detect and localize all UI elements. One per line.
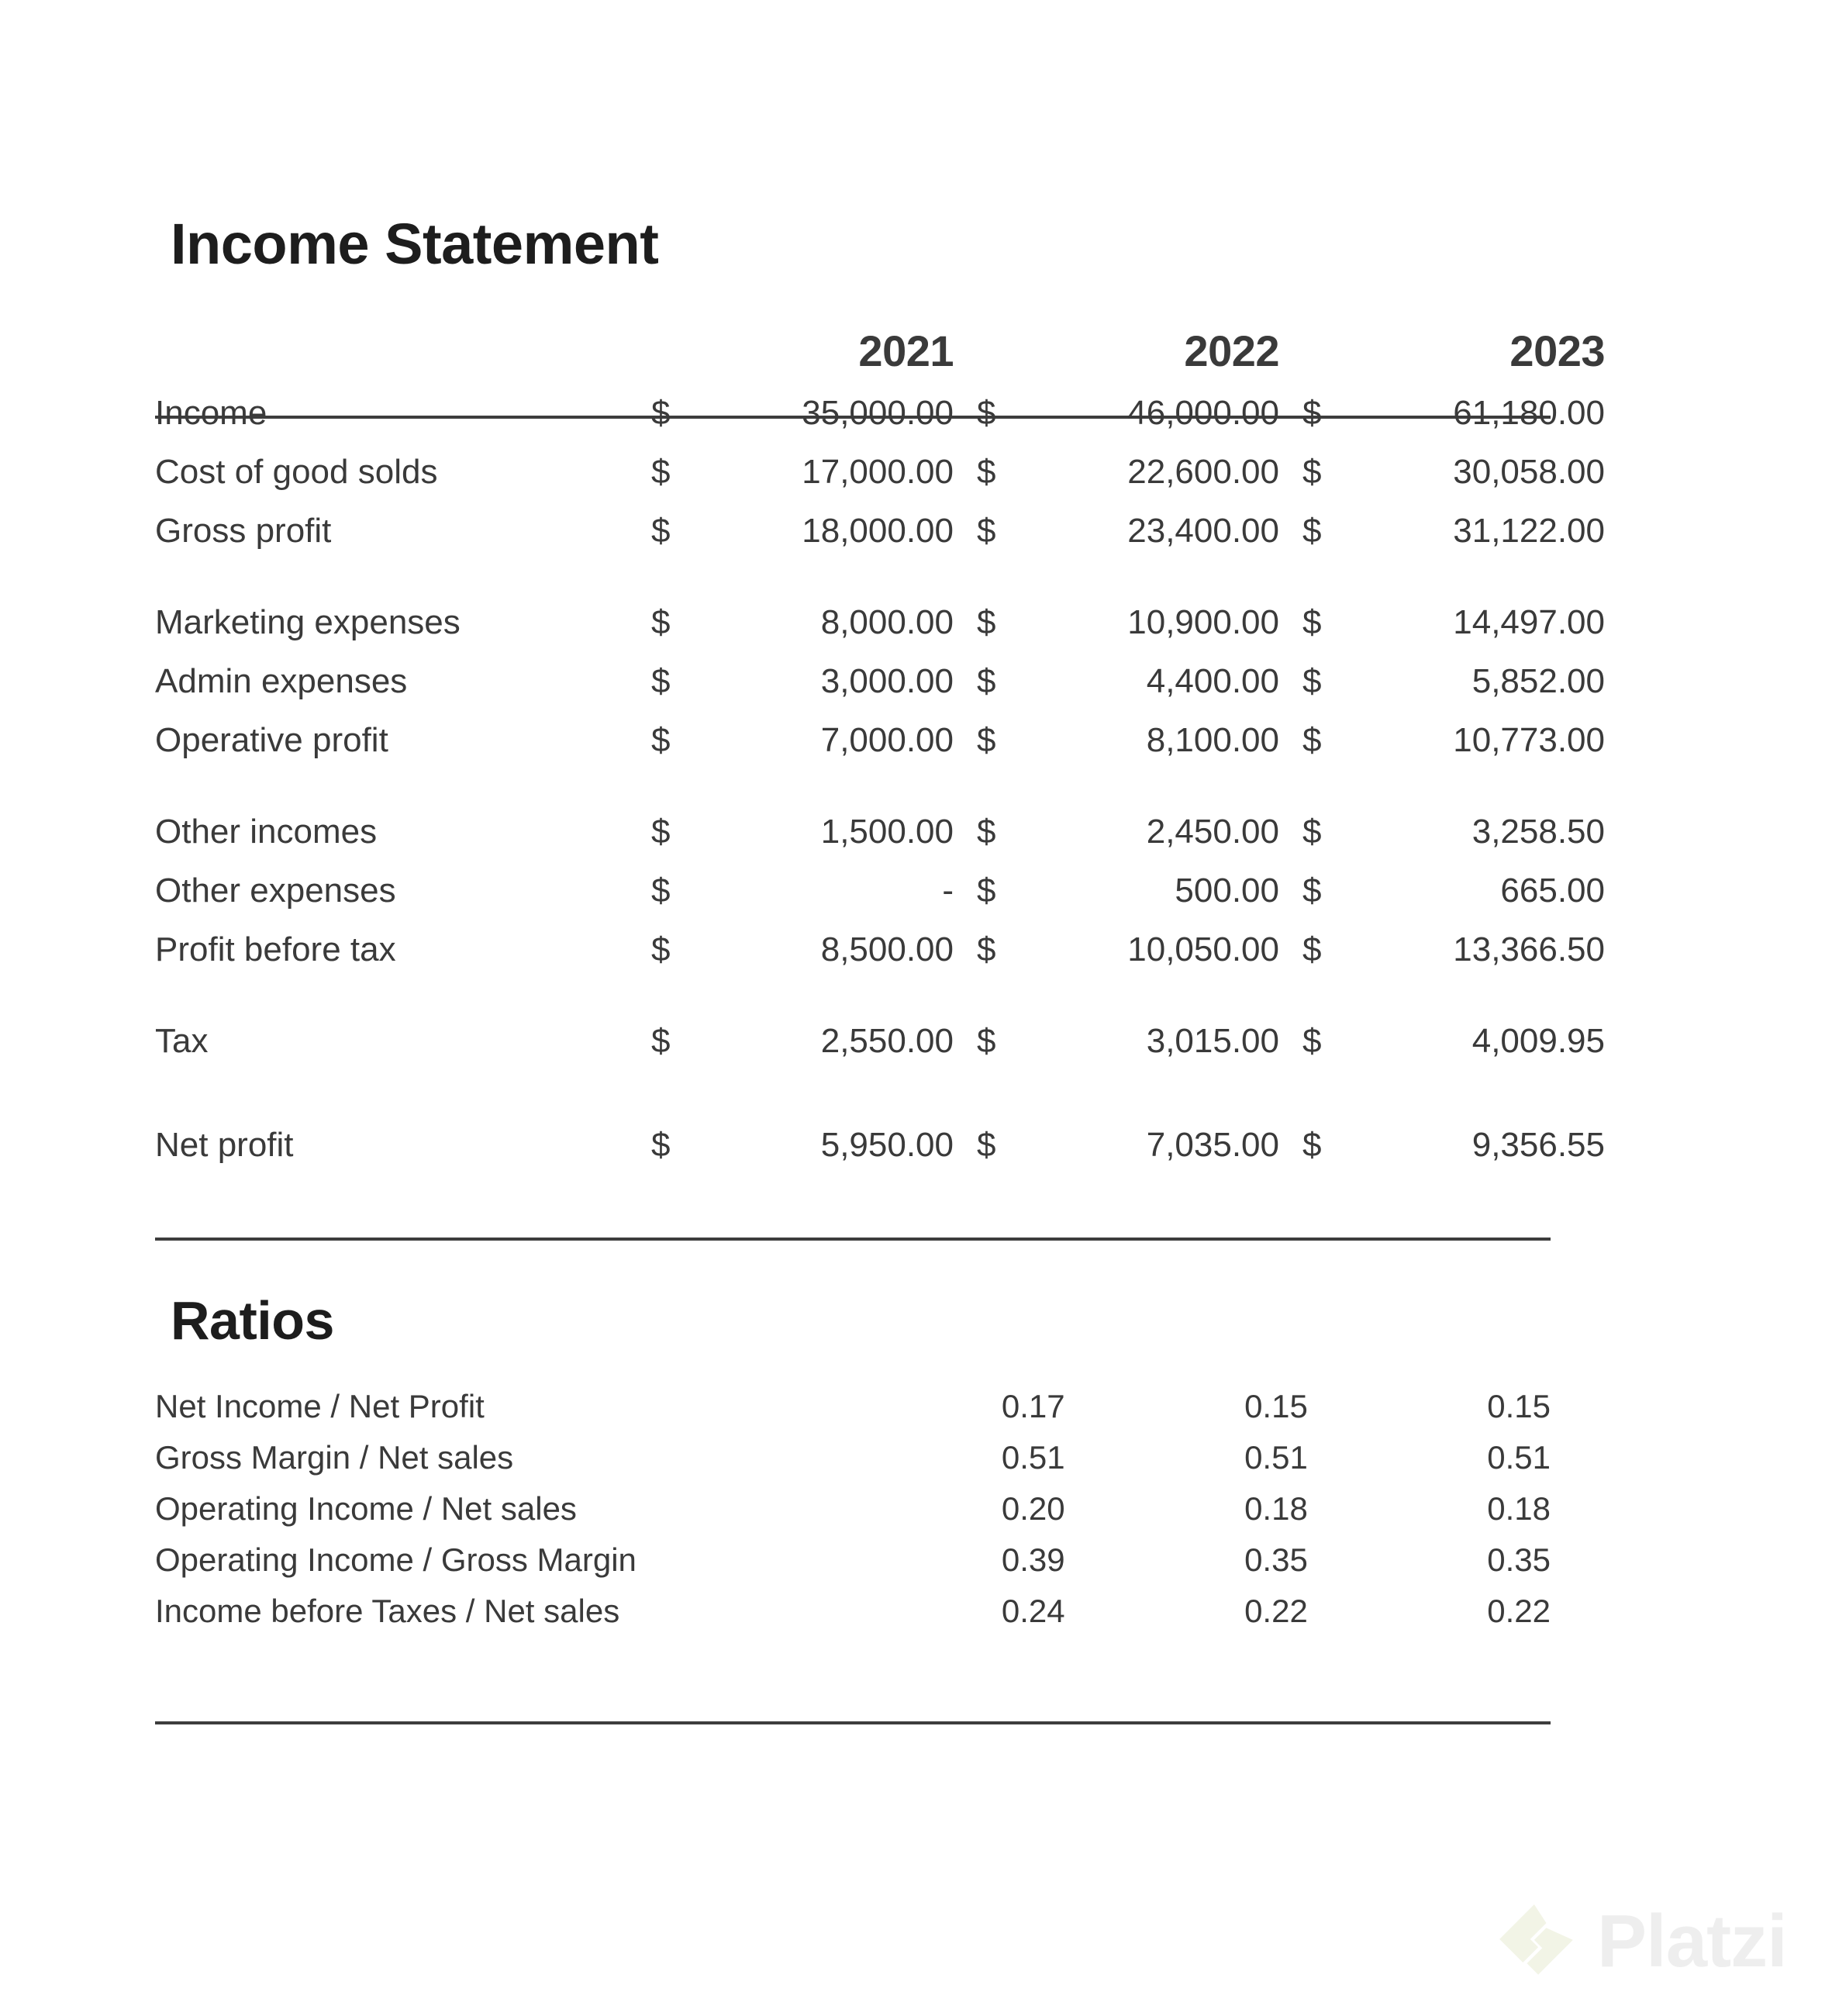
cell-gap: [954, 812, 977, 871]
list-item: [155, 1439, 1551, 1490]
cell-gap: [1279, 661, 1302, 720]
cell-gap: [954, 661, 977, 720]
row-value-2022: 4,400.00: [1146, 662, 1279, 700]
row-label: Net profit: [155, 1126, 294, 1164]
table-row: [155, 511, 1605, 570]
row-value-2021: 1,500.00: [820, 813, 954, 851]
ratio-value-2023: 0.15: [1487, 1388, 1551, 1424]
cell-gap: [1279, 812, 1302, 871]
currency-symbol-2022: $: [977, 603, 996, 641]
row-label: Admin expenses: [155, 662, 408, 700]
cell-gap: [954, 393, 977, 452]
row-value-2022: 2,450.00: [1146, 813, 1279, 851]
table-row: [155, 812, 1605, 871]
row-value-2021: -: [942, 872, 954, 910]
row-value-2022: 22,600.00: [1127, 453, 1279, 491]
row-value-2023: 30,058.00: [1453, 453, 1605, 491]
ratio-value-2022: 0.22: [1244, 1593, 1308, 1629]
currency-symbol-2022: $: [977, 512, 996, 550]
currency-symbol-2021: $: [651, 394, 671, 432]
currency-symbol-2023: $: [1302, 603, 1322, 641]
currency-symbol-2021: $: [651, 930, 671, 968]
table-row: [155, 930, 1605, 989]
year-header-row: [155, 326, 1605, 393]
row-value-2021: 17,000.00: [802, 453, 954, 491]
cell-gap: [1279, 393, 1302, 452]
row-value-2021: 35,000.00: [802, 394, 954, 432]
ratios-body: [155, 1388, 1551, 1644]
ratio-value-2021: 0.24: [1001, 1593, 1065, 1629]
row-value-2022: 500.00: [1175, 872, 1279, 910]
cell-gap: [1279, 720, 1302, 779]
cell-gap: [954, 511, 977, 570]
ratio-value-2022: 0.35: [1244, 1541, 1308, 1578]
table-row: [155, 602, 1605, 661]
cell-gap: [954, 452, 977, 511]
ratios-section-title: Ratios: [171, 1290, 334, 1351]
cell-gap: [1279, 602, 1302, 661]
table-row: [155, 720, 1605, 779]
currency-symbol-2022: $: [977, 662, 996, 700]
currency-symbol-2023: $: [1302, 512, 1322, 550]
column-header-2021: 2021: [858, 326, 954, 375]
cell-gap: [1279, 511, 1302, 570]
cell-gap: [954, 1125, 977, 1184]
cell-gap: [1279, 1021, 1302, 1080]
row-label: Gross profit: [155, 512, 332, 550]
footer-rule: [155, 1721, 1551, 1724]
currency-symbol-2023: $: [1302, 662, 1322, 700]
currency-symbol-2022: $: [977, 872, 996, 910]
currency-symbol-2023: $: [1302, 1126, 1322, 1164]
row-value-2023: 61,180.00: [1453, 394, 1605, 432]
row-value-2023: 4,009.95: [1471, 1022, 1605, 1060]
cell-gap: [954, 930, 977, 989]
row-value-2023: 31,122.00: [1453, 512, 1605, 550]
row-value-2023: 9,356.55: [1471, 1126, 1605, 1164]
row-label: Marketing expenses: [155, 603, 461, 641]
row-value-2023: 14,497.00: [1453, 603, 1605, 641]
row-label: Other incomes: [155, 813, 378, 851]
ratio-label: Operating Income / Net sales: [155, 1490, 577, 1527]
cell-gap: [954, 602, 977, 661]
section-divider-rule: [155, 1238, 1551, 1241]
income-statement-table: [155, 326, 1605, 1184]
table-row: [155, 393, 1605, 452]
ratio-value-2021: 0.20: [1001, 1490, 1065, 1527]
row-label: Cost of good solds: [155, 453, 438, 491]
currency-symbol-2022: $: [977, 721, 996, 759]
row-value-2023: 10,773.00: [1453, 721, 1605, 759]
list-item: [155, 1388, 1551, 1439]
currency-symbol-2022: $: [977, 1022, 996, 1060]
row-group-spacer: [155, 1080, 1605, 1125]
column-header-2022: 2022: [1184, 326, 1279, 375]
cell-gap: [1279, 930, 1302, 989]
row-value-2021: 5,950.00: [820, 1126, 954, 1164]
row-value-2022: 46,000.00: [1127, 394, 1279, 432]
header-blank-currency-2022: [977, 326, 1031, 393]
ratio-label: Net Income / Net Profit: [155, 1388, 485, 1424]
row-label: Tax: [155, 1022, 209, 1060]
row-value-2022: 3,015.00: [1146, 1022, 1279, 1060]
header-blank-currency-2021: [651, 326, 706, 393]
cell-gap: [1279, 1125, 1302, 1184]
cell-gap: [1279, 452, 1302, 511]
row-value-2023: 665.00: [1500, 872, 1605, 910]
ratio-value-2021: 0.39: [1001, 1541, 1065, 1578]
header-gap-2: [1279, 326, 1302, 393]
cell-gap: [954, 871, 977, 930]
row-label: Other expenses: [155, 872, 396, 910]
row-value-2023: 5,852.00: [1471, 662, 1605, 700]
row-value-2021: 2,550.00: [820, 1022, 954, 1060]
ratio-value-2022: 0.15: [1244, 1388, 1308, 1424]
row-value-2023: 3,258.50: [1471, 813, 1605, 851]
table-row: [155, 871, 1605, 930]
currency-symbol-2021: $: [651, 1126, 671, 1164]
ratio-label: Income before Taxes / Net sales: [155, 1593, 620, 1629]
ratios-table: [155, 1388, 1551, 1644]
currency-symbol-2023: $: [1302, 1022, 1322, 1060]
ratio-value-2021: 0.17: [1001, 1388, 1065, 1424]
currency-symbol-2022: $: [977, 394, 996, 432]
table-row: [155, 1021, 1605, 1080]
currency-symbol-2021: $: [651, 1022, 671, 1060]
row-value-2022: 23,400.00: [1127, 512, 1279, 550]
currency-symbol-2021: $: [651, 813, 671, 851]
header-blank-cell: [155, 326, 651, 393]
ratio-value-2023: 0.35: [1487, 1541, 1551, 1578]
row-label: Income: [155, 394, 267, 432]
list-item: [155, 1593, 1551, 1644]
currency-symbol-2023: $: [1302, 721, 1322, 759]
ratio-value-2023: 0.51: [1487, 1439, 1551, 1476]
currency-symbol-2022: $: [977, 453, 996, 491]
currency-symbol-2021: $: [651, 662, 671, 700]
ratio-value-2022: 0.18: [1244, 1490, 1308, 1527]
row-label: Profit before tax: [155, 930, 396, 968]
row-value-2021: 8,500.00: [820, 930, 954, 968]
currency-symbol-2022: $: [977, 1126, 996, 1164]
cell-gap: [1279, 871, 1302, 930]
page-title: Income Statement: [171, 212, 659, 276]
table-row: [155, 452, 1605, 511]
list-item: [155, 1490, 1551, 1541]
ratio-label: Operating Income / Gross Margin: [155, 1541, 637, 1578]
currency-symbol-2022: $: [977, 930, 996, 968]
header-blank-currency-2023: [1302, 326, 1357, 393]
cell-gap: [954, 720, 977, 779]
row-value-2022: 10,900.00: [1127, 603, 1279, 641]
currency-symbol-2021: $: [651, 721, 671, 759]
row-group-spacer: [155, 779, 1605, 812]
row-label: Operative profit: [155, 721, 388, 759]
ratio-value-2023: 0.18: [1487, 1490, 1551, 1527]
row-group-spacer: [155, 989, 1605, 1021]
currency-symbol-2023: $: [1302, 930, 1322, 968]
row-value-2021: 7,000.00: [820, 721, 954, 759]
platzi-watermark: [1496, 1901, 1787, 1982]
currency-symbol-2023: $: [1302, 453, 1322, 491]
ratio-value-2023: 0.22: [1487, 1593, 1551, 1629]
platzi-wordmark: Platzi: [1597, 1900, 1787, 1983]
table-row: [155, 1125, 1605, 1184]
cell-gap: [954, 1021, 977, 1080]
table-row: [155, 661, 1605, 720]
platzi-logo-icon: [1496, 1901, 1577, 1982]
ratio-value-2022: 0.51: [1244, 1439, 1308, 1476]
ratio-label: Gross Margin / Net sales: [155, 1439, 514, 1476]
row-value-2021: 18,000.00: [802, 512, 954, 550]
row-value-2022: 8,100.00: [1146, 721, 1279, 759]
currency-symbol-2022: $: [977, 813, 996, 851]
row-value-2022: 7,035.00: [1146, 1126, 1279, 1164]
row-value-2022: 10,050.00: [1127, 930, 1279, 968]
header-gap-1: [954, 326, 977, 393]
row-value-2021: 8,000.00: [820, 603, 954, 641]
row-value-2023: 13,366.50: [1453, 930, 1605, 968]
currency-symbol-2023: $: [1302, 872, 1322, 910]
column-header-2023: 2023: [1509, 326, 1605, 375]
currency-symbol-2023: $: [1302, 394, 1322, 432]
currency-symbol-2021: $: [651, 603, 671, 641]
income-statement-body: [155, 393, 1605, 1184]
row-value-2021: 3,000.00: [820, 662, 954, 700]
currency-symbol-2023: $: [1302, 813, 1322, 851]
row-group-spacer: [155, 570, 1605, 602]
currency-symbol-2021: $: [651, 512, 671, 550]
ratio-value-2021: 0.51: [1001, 1439, 1065, 1476]
currency-symbol-2021: $: [651, 453, 671, 491]
currency-symbol-2021: $: [651, 872, 671, 910]
list-item: [155, 1541, 1551, 1593]
